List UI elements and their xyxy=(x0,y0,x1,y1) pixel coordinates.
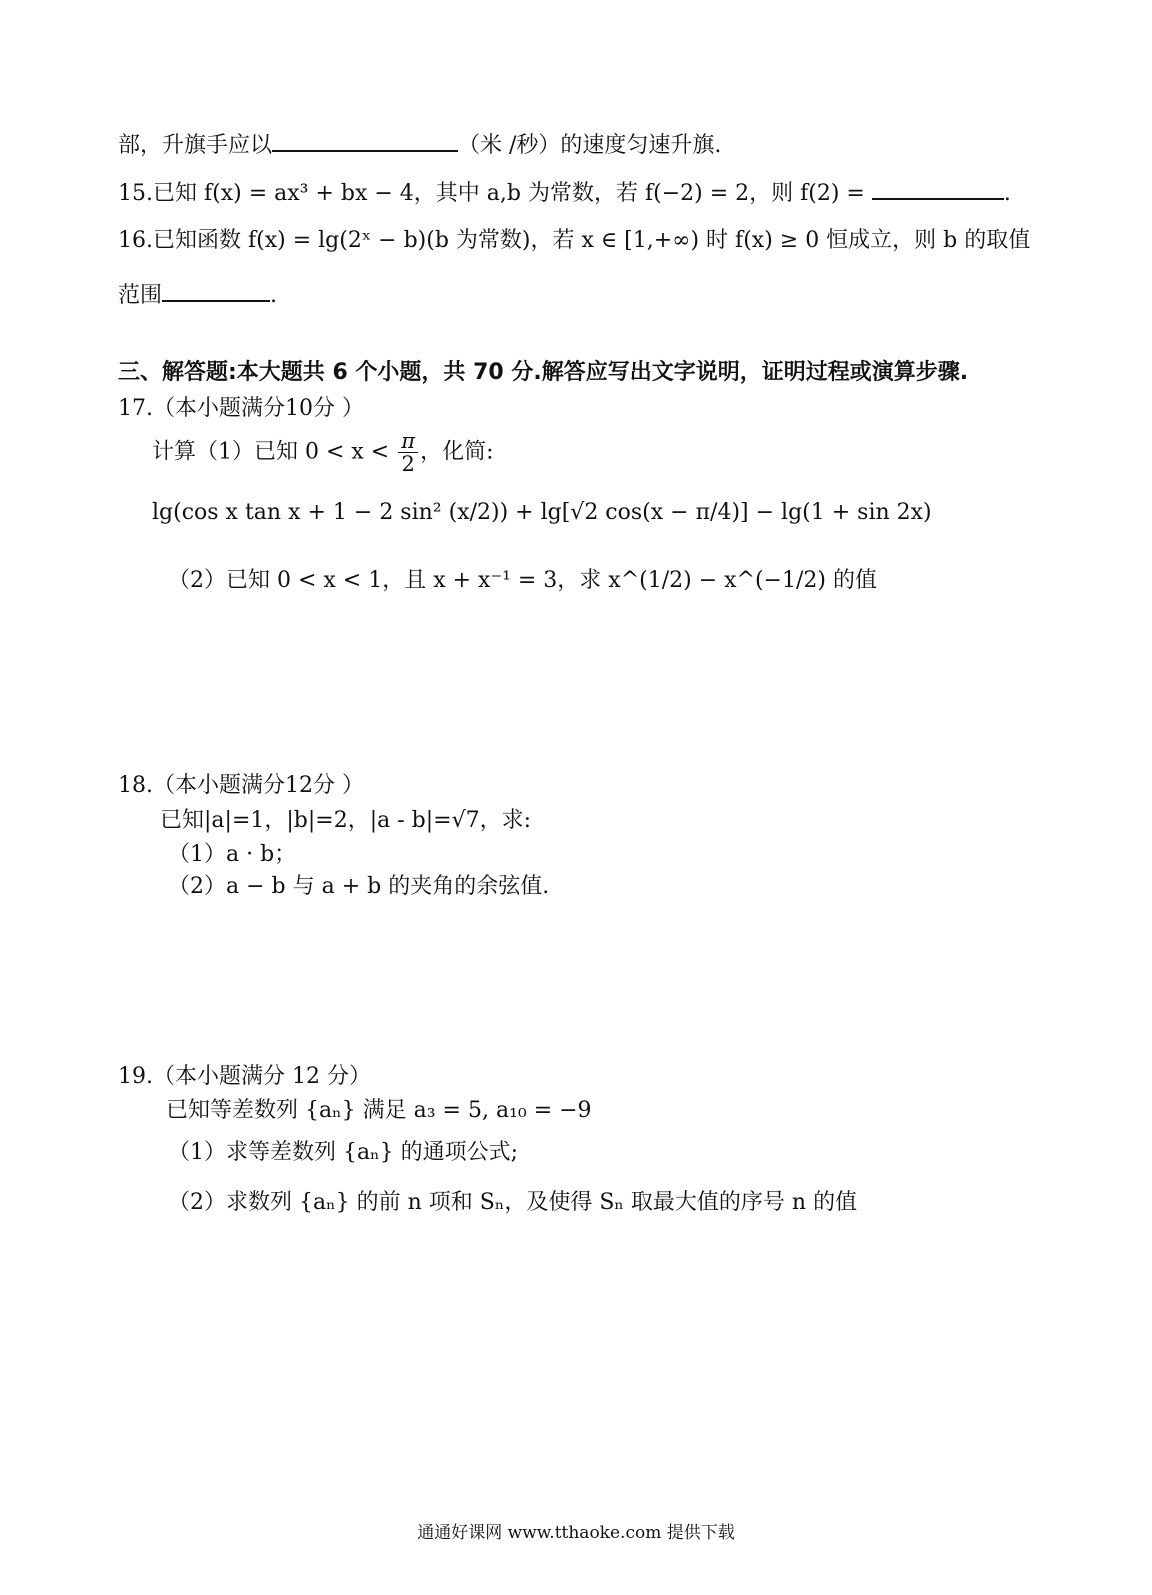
q17-heading xyxy=(118,396,364,422)
q17-part1-suffix: ，化简: xyxy=(420,439,494,465)
q19-part1: （1）求等差数列 {aₙ} 的通项公式; xyxy=(168,1140,519,1165)
q16-text-line2: 范围 xyxy=(118,283,163,308)
page-footer: 通通好课网 www.tthaoke.com 提供下载 xyxy=(417,1523,735,1543)
q15-text: 已知 f(x) = ax³ + bx − 4，其中 a,b 为常数，若 f(−2) = 2，则 f(2) = xyxy=(153,181,872,206)
q19-given: 已知等差数列 {aₙ} 满足 a₃ = 5, a₁₀ = −9 xyxy=(166,1098,592,1123)
q17-expression: lg(cos x tan x + 1 − 2 sin² (x/2)) + lg[√2 cos(x − π/4)] − lg(1 + sin 2x) xyxy=(152,500,932,525)
q18-given: 已知|a|=1，|b|=2，|a - b|=√7，求: xyxy=(160,808,532,833)
q18-score: （本小题满分12分 ） xyxy=(153,773,364,798)
q18-number: 18. xyxy=(118,773,153,798)
q14-suffix: （米 /秒）的速度匀速升旗. xyxy=(458,133,722,158)
q19-heading xyxy=(118,1064,371,1090)
fraction-denominator: 2 xyxy=(398,452,417,475)
q19-score: （本小题满分 12 分） xyxy=(153,1064,371,1089)
q18-part2: （2）a − b 与 a + b 的夹角的余弦值. xyxy=(168,874,550,899)
q19-number: 19. xyxy=(118,1064,153,1089)
q17-part1-prefix: 计算（1）已知 0 < x < xyxy=(152,439,397,465)
q16-line2: 范围 . xyxy=(118,280,277,309)
q14-answer-blank xyxy=(272,130,458,152)
q17-number: 17. xyxy=(118,396,153,421)
q16-number: 16. xyxy=(118,228,153,253)
q16-answer-blank xyxy=(162,280,270,302)
q14-line xyxy=(118,130,721,159)
q16-text-line1: 已知函数 f(x) = lg(2ˣ − b)(b 为常数)，若 x ∈ [1,+∞) 时 f(x) ≥ 0 恒成立，则 b 的取值 xyxy=(153,228,1031,253)
q19-part2: （2）求数列 {aₙ} 的前 n 项和 Sₙ，及使得 Sₙ 取最大值的序号 n 的值 xyxy=(168,1190,858,1215)
q15-number: 15. xyxy=(118,181,153,206)
q15-answer-blank xyxy=(872,178,1004,200)
fraction-numerator: π xyxy=(401,429,416,453)
q17-fraction xyxy=(398,430,418,475)
q18-part1: （1）a · b； xyxy=(168,842,297,867)
section3-title: 三、解答题:本大题共 6 个小题，共 70 分.解答应写出文字说明，证明过程或演算步骤. xyxy=(118,360,969,385)
q17-part2: （2）已知 0 < x < 1，且 x + x⁻¹ = 3，求 x^(1/2) − x^(−1/2) 的值 xyxy=(168,568,877,593)
q14-prefix: 部，升旗手应以 xyxy=(118,133,273,158)
q16-line1 xyxy=(118,228,1030,254)
q18-heading xyxy=(118,773,364,799)
q17-score: （本小题满分10分 ） xyxy=(153,396,364,421)
q17-part1 xyxy=(152,430,493,475)
q15-line: 15.已知 f(x) = ax³ + bx − 4，其中 a,b 为常数，若 f(−2) = 2，则 f(2) = . xyxy=(118,178,1011,207)
